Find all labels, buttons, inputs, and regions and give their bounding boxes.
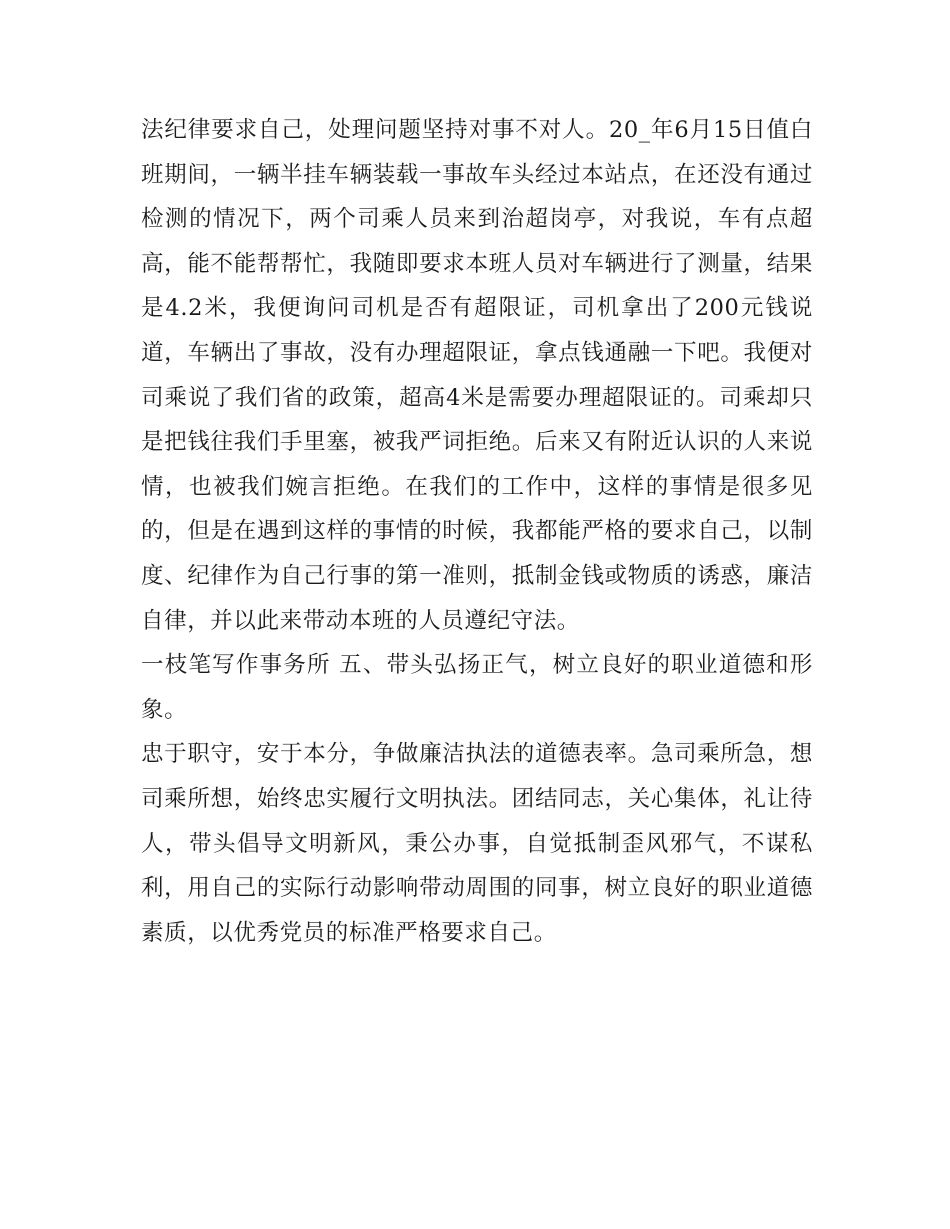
paragraph-professional-ethics: 忠于职守，安于本分，争做廉洁执法的道德表率。急司乘所急，想司乘所想，始终忠实履行文明执法。团结同志，关心集体，礼让待人，带头倡导文明新风，秉公办事，自觉抵制歪风邪气，不谋私利，用自己的实际行动影响带动周围的同事，树立良好的职业道德素质，以优秀党员的标准严格要求自己。 xyxy=(141,741,813,946)
paragraph-section-five-heading: 一枝笔写作事务所 五、带头弘扬正气，树立良好的职业道德和形象。 xyxy=(141,652,813,723)
document-body xyxy=(141,108,813,955)
paragraph-anti-bribery-incident: 法纪律要求自己，处理问题坚持对事不对人。20_年6月15日值白班期间，一辆半挂车辆装载一事故车头经过本站点，在还没有通过检测的情况下，两个司乘人员来到治超岗亭，对我说，车有点超高，能不能帮帮忙，我随即要求本班人员对车辆进行了测量，结果是4.2米，我便询问司机是否有超限证，司机拿出了200元钱说道，车辆出了事故，没有办理超限证，拿点钱通融一下吧。我便对司乘说了我们省的政策，超高4米是需要办理超限证的。司乘却只是把钱往我们手里塞，被我严词拒绝。后来又有附近认识的人来说情，也被我们婉言拒绝。在我们的工作中，这样的事情是很多见的，但是在遇到这样的事情的时候，我都能严格的要求自己，以制度、纪律作为自己行事的第一准则，抵制金钱或物质的诱惑，廉洁自律，并以此来带动本班的人员遵纪守法。 xyxy=(141,117,813,634)
